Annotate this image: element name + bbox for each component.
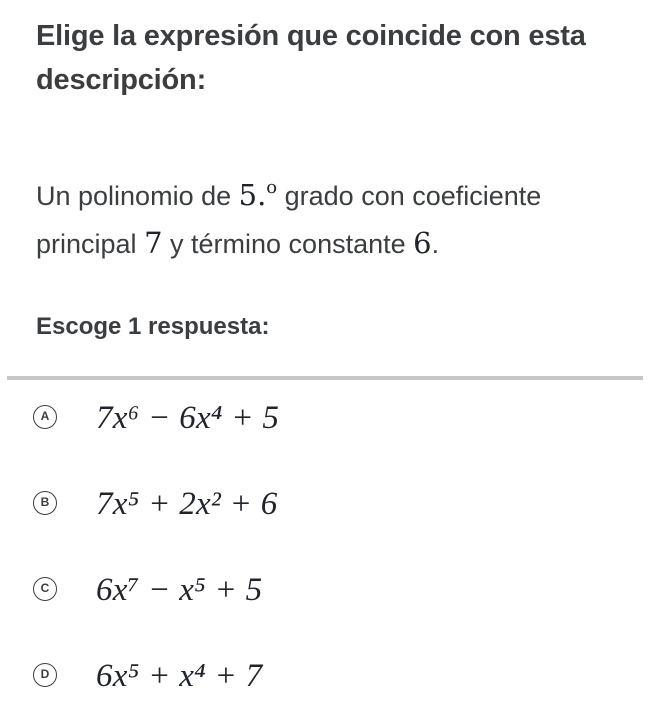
- choice-d-letter-badge: D: [33, 663, 57, 687]
- choice-c-letter-badge: C: [33, 577, 57, 601]
- choice-d[interactable]: [0, 638, 651, 724]
- description-text-3: y término constante: [162, 229, 414, 259]
- choice-c[interactable]: [0, 552, 651, 638]
- degree-number: 5.: [238, 178, 267, 212]
- choice-c-expression: 6x⁷ − x⁵ + 5: [96, 572, 263, 608]
- choice-a-letter-badge: A: [33, 405, 57, 429]
- description-text-1: Un polinomio de: [36, 181, 239, 211]
- choice-b-expression: 7x⁵ + 2x² + 6: [96, 486, 278, 522]
- question-title: Elige la expresión que coincide con esta descripción:: [36, 20, 586, 96]
- choice-a-expression: 7x⁶ − 6x⁴ + 5: [96, 400, 280, 436]
- choice-a[interactable]: [0, 380, 651, 466]
- description-text-4: .: [431, 229, 440, 259]
- choice-b[interactable]: [0, 466, 651, 552]
- leading-coefficient: 7: [144, 226, 163, 260]
- constant-term: 6: [413, 226, 432, 260]
- question-description: [36, 164, 641, 268]
- degree-ordinal: o: [266, 177, 278, 198]
- answer-instruction: Escoge 1 respuesta:: [36, 313, 270, 340]
- choice-d-expression: 6x⁵ + x⁴ + 7: [96, 658, 263, 694]
- choice-b-letter-badge: B: [33, 491, 57, 515]
- description-text-2: grado con coeficiente principal: [36, 181, 542, 259]
